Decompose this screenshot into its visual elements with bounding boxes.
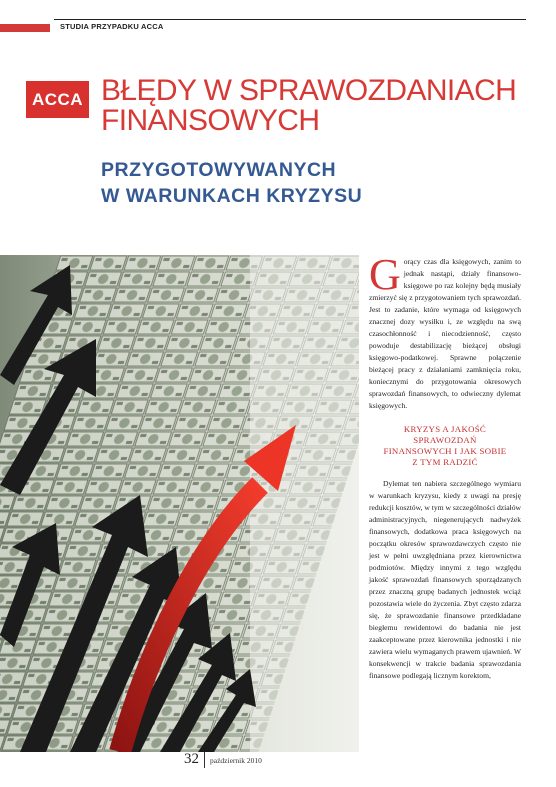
footer-divider <box>204 752 205 768</box>
issue-date: październik 2010 <box>210 756 262 765</box>
intro-paragraph <box>369 250 521 412</box>
body-paragraph: Dylemat ten nabiera szczególnego wymiaru w warunkach kryzysu, kiedy z uwagi na presję redukcji kosztów, w tym w szczególności działów administracyjnych, niegenerujących nadwyżek finansowych, dodatkowa praca księgowych na początku okresów sprawozdawczych często nie jest w pełni uwzględniana przez kierownictwa podmiotów. Między innymi z tego względu jakość sprawozdań finansowych sporządzanych przez znaczną grupę badanych jednostek wciąż pozostawia wiele do życzenia. Zbyt często zdarza się, że sprawozdanie finansowe przedkładane biegłemu rewidentowi do badania nie jest zaakceptowane przez kierownika jednostki i nie zawiera wielu wymaganych prawem ujawnień. W konsekwencji w trakcie badania sprawozdania finansowe podlegają licznym korektom, <box>369 479 521 680</box>
section-label: STUDIA PRZYPADKU ACCA <box>60 22 164 31</box>
acca-logo: ACCA <box>26 81 89 118</box>
article-subtitle <box>101 157 362 209</box>
subtitle-line-2: W WARUNKACH KRYZYSU <box>101 185 363 207</box>
photo-illustration <box>0 255 359 752</box>
article-column <box>369 250 521 682</box>
heading-line-3: FINANSOWYCH I JAK SOBIE <box>383 446 507 456</box>
header-accent-bar <box>0 24 50 32</box>
intro-text: orący czas dla księgowych, zanim to jednak nastąpi, działy finansowo-księgowe po raz kolejny będą musiały zmierzyć się z przygotowaniem tych sprawozdań. Jest to zadanie, które wymaga od księgowych znacznej dozy wysiłku i, ze względu na swą czasochłonność i niecodzienność, często powoduje destabilizację bieżącej obsługi księgowo-podatkowej. Sprawne połączenie bieżącej pracy z działaniami zamknięcia roku, koniecznymi do przygotowania okresowych sprawozdań finansowych, to odwieczny dylemat księgowych. <box>369 257 521 410</box>
title-line-2: FINANSOWYCH <box>101 104 320 137</box>
drop-cap: G <box>369 250 401 299</box>
header-rule <box>54 19 526 20</box>
subtitle-line-1: PRZYGOTOWYWANYCH <box>101 159 337 181</box>
section-heading <box>369 424 521 468</box>
heading-line-4: Z TYM RADZIĆ <box>412 457 478 467</box>
money-arrows-photo <box>0 255 359 752</box>
article-title <box>101 76 516 136</box>
heading-line-2: SPRAWOZDAŃ <box>413 435 477 445</box>
title-line-1: BŁĘDY W SPRAWOZDANIACH <box>101 74 517 107</box>
page-number: 32 <box>184 751 199 767</box>
heading-line-1: KRYZYS A JAKOŚĆ <box>403 424 487 434</box>
